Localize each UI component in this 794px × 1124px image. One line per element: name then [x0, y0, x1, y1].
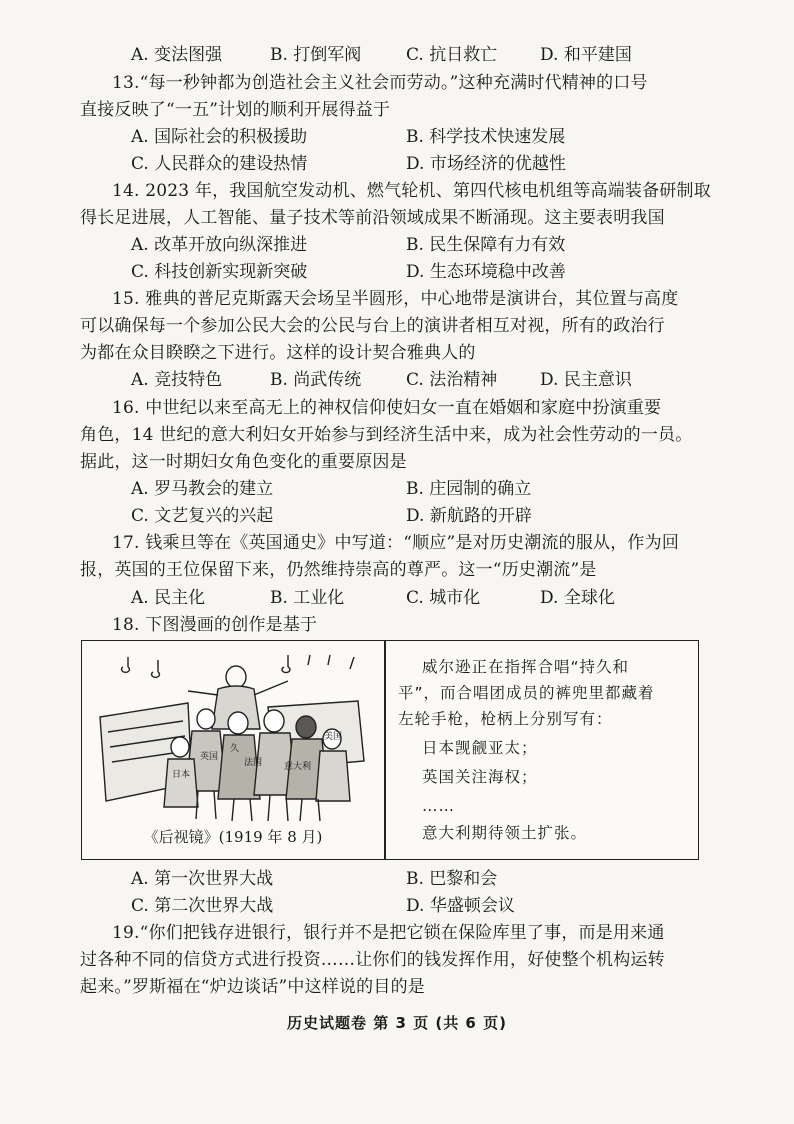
cartoon-desc-line-2: 平”，而合唱团成员的裤兜里都藏着: [398, 684, 655, 702]
q15-option-b[interactable]: B. 尚武传统: [270, 370, 362, 390]
cartoon-label-uk: 英国: [200, 752, 219, 762]
q13-option-c[interactable]: C. 人民群众的建设热情: [131, 154, 308, 174]
q19-stem-line-3: 起来。”罗斯福在“炉边谈话”中这样说的目的是: [80, 977, 425, 997]
q16-option-a[interactable]: A. 罗马教会的建立: [131, 479, 274, 499]
q12-option-d[interactable]: D. 和平建国: [540, 45, 632, 65]
q13-option-a[interactable]: A. 国际社会的积极援助: [131, 127, 308, 147]
cartoon-label-italy: 意大利: [284, 762, 312, 772]
cartoon-desc-line-4: 日本觊觎亚太；: [422, 739, 538, 757]
q15-option-a[interactable]: A. 竞技特色: [131, 370, 223, 390]
q12-option-a[interactable]: A. 变法图强: [131, 45, 223, 65]
q17-option-b[interactable]: B. 工业化: [270, 588, 345, 608]
q16-option-d[interactable]: D. 新航路的开辟: [406, 506, 532, 526]
q15-stem-line-2: 可以确保每一个参加公民大会的公民与台上的演讲者相互对视，所有的政治行: [80, 316, 665, 336]
q17-option-d[interactable]: D. 全球化: [540, 588, 615, 608]
q14-option-d[interactable]: D. 生态环境稳中改善: [406, 262, 566, 282]
q17-stem-line-2: 报，英国的王位保留下来，仍然维持崇高的尊严。这一“历史潮流”是: [80, 560, 597, 580]
q16-option-c[interactable]: C. 文艺复兴的兴起: [131, 506, 274, 526]
q14-stem-line-1: 14. 2023 年，我国航空发动机、燃气轮机、第四代核电机组等高端装备研制取: [112, 181, 711, 201]
q15-stem-line-3: 为都在众目睽睽之下进行。这样的设计契合雅典人的: [80, 343, 476, 363]
q16-stem-line-2: 角色，14 世纪的意大利妇女开始参与到经济生活中来，成为社会性劳动的一员。: [80, 425, 693, 445]
q13-stem-line-1: 13.“每一秒钟都为创造社会主义社会而劳动。”这种充满时代精神的口号: [112, 73, 648, 93]
q18-option-b[interactable]: B. 巴黎和会: [406, 869, 498, 889]
q18-option-a[interactable]: A. 第一次世界大战: [131, 869, 274, 889]
q18-option-d[interactable]: D. 华盛顿会议: [406, 896, 515, 916]
cartoon-divider: [384, 641, 386, 859]
q13-stem-line-2: 直接反映了“一五”计划的顺利开展得益于: [80, 100, 391, 120]
q13-option-b[interactable]: B. 科学技术快速发展: [406, 127, 566, 147]
q16-option-b[interactable]: B. 庄园制的确立: [406, 479, 532, 499]
page-footer: 历史试题卷 第 3 页 (共 6 页): [287, 1014, 507, 1032]
q14-option-b[interactable]: B. 民生保障有力有效: [406, 235, 566, 255]
cartoon-label-jiu: 久: [230, 744, 240, 754]
q18-option-c[interactable]: C. 第二次世界大战: [131, 896, 274, 916]
cartoon-desc-line-1: 威尔逊正在指挥合唱“持久和: [422, 658, 630, 676]
q15-option-d[interactable]: D. 民主意识: [540, 370, 632, 390]
cartoon-label-japan: 日本: [172, 770, 191, 780]
q15-stem-line-1: 15. 雅典的普尼克斯露天会场呈半圆形，中心地带是演讲台，其位置与高度: [112, 289, 679, 309]
cartoon-desc-line-5: 英国关注海权；: [422, 768, 538, 786]
q14-option-c[interactable]: C. 科技创新实现新突破: [131, 262, 308, 282]
q18-stem-line-1: 18. 下图漫画的创作是基于: [112, 615, 318, 635]
q13-option-d[interactable]: D. 市场经济的优越性: [406, 154, 566, 174]
q19-stem-line-1: 19.“你们把钱存进银行，银行并不是把它锁在保险库里了事，而是用来通: [112, 923, 665, 943]
q17-option-a[interactable]: A. 民主化: [131, 588, 206, 608]
cartoon-figure: [81, 640, 699, 860]
cartoon-desc-line-7: 意大利期待领土扩张。: [422, 824, 588, 842]
q16-stem-line-3: 据此，这一时期妇女角色变化的重要原因是: [80, 452, 407, 472]
q14-stem-line-2: 得长足进展，人工智能、量子技术等前沿领域成果不断涌现。这主要表明我国: [80, 208, 665, 228]
cartoon-label-usa: 美国: [324, 732, 343, 742]
cartoon-image: [88, 647, 380, 825]
cartoon-desc-line-3: 左轮手枪，枪柄上分别写有：: [398, 710, 613, 728]
cartoon-desc-line-6: ……: [422, 797, 455, 815]
cartoon-label-france: 法国: [244, 758, 263, 768]
q16-stem-line-1: 16. 中世纪以来至高无上的神权信仰使妇女一直在婚姻和家庭中扮演重要: [112, 398, 662, 418]
cartoon-caption: 《后视镜》(1919 年 8 月): [143, 828, 323, 846]
q17-stem-line-1: 17. 钱乘旦等在《英国通史》中写道：“顺应”是对历史潮流的服从，作为回: [112, 533, 680, 553]
q17-option-c[interactable]: C. 城市化: [406, 588, 481, 608]
q19-stem-line-2: 过各种不同的信贷方式进行投资……让你们的钱发挥作用，好使整个机构运转: [80, 950, 665, 970]
q14-option-a[interactable]: A. 改革开放向纵深推进: [131, 235, 308, 255]
q12-option-c[interactable]: C. 抗日救亡: [406, 45, 498, 65]
q12-option-b[interactable]: B. 打倒军阀: [270, 45, 362, 65]
q15-option-c[interactable]: C. 法治精神: [406, 370, 498, 390]
